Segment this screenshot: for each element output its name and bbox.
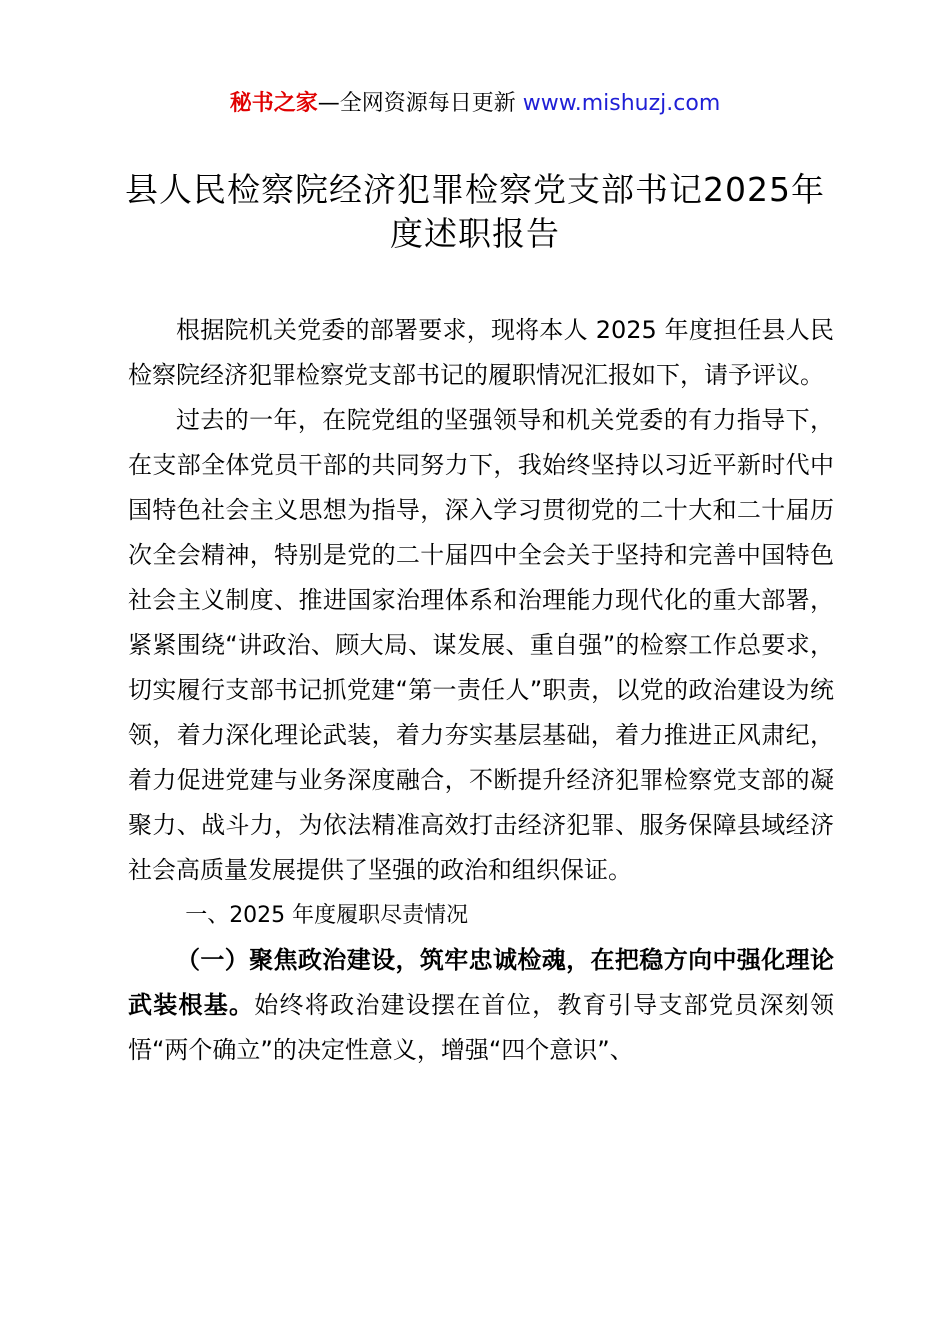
subsection-paragraph bbox=[128, 938, 834, 1073]
brand-name: 秘书之家 bbox=[229, 91, 318, 116]
section-heading: 一、2025 年度履职尽责情况 bbox=[185, 903, 469, 928]
site-url[interactable]: www.mishuzj.com bbox=[522, 91, 721, 116]
subsection-text: 始终将政治建设摆在首位，教育引导支部党员深刻领悟“两个确立”的决定性意义，增强“四个意识”、 bbox=[128, 991, 834, 1064]
review-paragraph: 过去的一年，在院党组的坚强领导和机关党委的有力指导下，在支部全体党员干部的共同努力下，我始终坚持以习近平新时代中国特色社会主义思想为指导，深入学习贯彻党的二十大和二十届历次全会精神，特别是党的二十届四中全会关于坚持和完善中国特色社会主义制度、推进国家治理体系和治理能力现代化的重大部署，紧紧围绕“讲政治、顾大局、谋发展、重自强”的检察工作总要求，切实履行支部书记抓党建“第一责任人”职责，以党的政治建设为统领，着力深化理论武装，着力夯实基层基础，着力推进正风肃纪，着力促进党建与业务深度融合，不断提升经济犯罪检察党支部的凝聚力、战斗力，为依法精准高效打击经济犯罪、服务保障县域经济社会高质量发展提供了坚强的政治和组织保证。 bbox=[128, 406, 834, 884]
document-body bbox=[128, 308, 834, 1073]
document-title: 县人民检察院经济犯罪检察党支部书记2025年度述职报告 bbox=[125, 170, 825, 253]
page-header bbox=[0, 88, 950, 120]
subsection-lead: （一）聚焦政治建设，筑牢忠诚检魂，在把稳方向中强化理论武装根基。 bbox=[128, 946, 834, 1019]
intro-paragraph: 根据院机关党委的部署要求，现将本人 2025 年度担任县人民检察院经济犯罪检察党支部书记的履职情况汇报如下，请予评议。 bbox=[128, 316, 834, 389]
header-tagline: —全网资源每日更新 bbox=[317, 91, 523, 116]
